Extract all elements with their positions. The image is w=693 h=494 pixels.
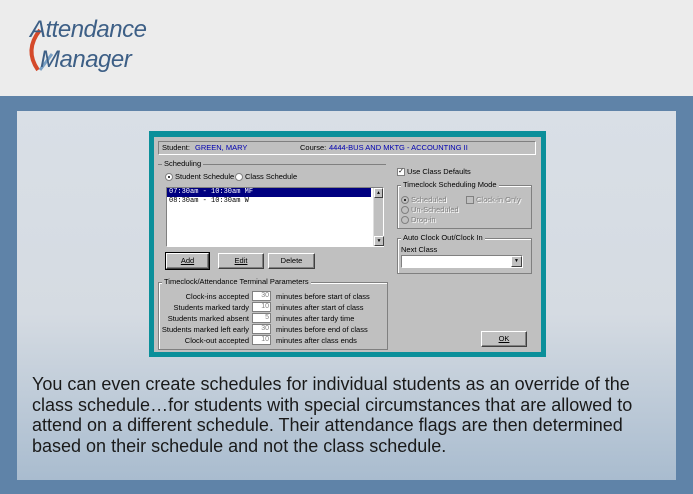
course-label: Course: [300,143,327,152]
param-label: Clock-out accepted [184,336,249,345]
param-label: Students marked tardy [173,303,249,312]
add-button[interactable] [166,253,209,269]
auto-clock-title: Auto Clock Out/Clock In [403,233,483,242]
schedule-listbox[interactable] [166,187,384,247]
use-class-defaults-label: Use Class Defaults [407,167,471,176]
param-suffix: minutes before end of class [276,325,368,334]
ok-button-label: OK [498,334,510,343]
ok-button[interactable] [481,331,527,347]
dropdown-arrow-icon[interactable]: ▼ [511,256,522,267]
use-class-defaults-checkbox[interactable]: ✓ Use Class Defaults [398,167,471,176]
param-row [154,325,374,335]
params-list [154,292,384,352]
param-suffix: minutes after start of class [276,303,364,312]
edit-button[interactable] [218,253,264,269]
param-suffix: minutes after class ends [276,336,357,345]
student-label: Student: [162,143,190,152]
param-input[interactable]: 10 [252,335,271,345]
radio-dropin[interactable] [401,215,436,224]
radio-class-schedule-label: Class Schedule [245,172,298,181]
param-label: Students marked absent [167,314,249,323]
scroll-up-icon[interactable]: ▲ [374,188,383,198]
radio-student-schedule[interactable] [165,172,234,181]
radio-scheduled-label: Scheduled [411,195,447,204]
logo-text-line2: Manager [40,46,132,73]
edit-button-label: Edit [234,256,248,265]
param-input[interactable]: 30 [252,291,271,301]
param-input[interactable]: 10 [252,302,271,312]
clockin-only-checkbox[interactable] [466,195,521,204]
radio-scheduled[interactable] [401,195,446,204]
delete-button-label: Delete [280,256,303,265]
radio-unscheduled[interactable] [401,205,459,214]
schedule-item[interactable]: 08:30am - 10:30am W [169,197,249,205]
param-row [154,303,374,313]
param-row [154,292,374,302]
clockin-only-label: Clock-in Only [476,195,521,204]
course-value: 4444-BUS AND MKTG - ACCOUNTING II [329,143,468,152]
student-value: GREEN, MARY [195,143,248,152]
radio-class-schedule[interactable] [235,172,297,181]
param-suffix: minutes before start of class [276,292,370,301]
student-course-header [158,141,536,155]
listbox-scrollbar[interactable] [373,188,383,246]
param-label: Clock-ins accepted [185,292,249,301]
param-input[interactable]: 5 [252,313,271,323]
schedule-item[interactable]: 07:30am - 10:30am MF [167,188,371,197]
next-class-dropdown[interactable] [401,255,523,268]
next-class-label: Next Class [401,245,438,254]
radio-unscheduled-label: Un-Scheduled [411,205,459,214]
student-schedule-dialog [154,137,541,352]
param-input[interactable]: 30 [252,324,271,334]
param-label: Students marked left early [161,325,249,334]
scheduling-group-title: Scheduling [164,159,202,168]
timeclock-mode-title: Timeclock Scheduling Mode [403,180,497,189]
terminal-params-title: Timeclock/Attendance Terminal Parameters [164,277,309,286]
param-suffix: minutes after tardy time [276,314,355,323]
scroll-down-icon[interactable]: ▼ [374,236,384,246]
param-row [154,336,374,346]
radio-student-schedule-label: Student Schedule [175,172,235,181]
add-button-label: Add [180,256,195,265]
slide-caption: You can even create schedules for individual students as an override of the class schedule…for students with special circumstances that are allowed to attend on a different schedule. Their attendance flags are then determined based on their schedule and not the class schedule. [32,374,633,456]
attendance-manager-logo [18,10,218,80]
radio-dropin-label: Drop-in [411,215,436,224]
delete-button[interactable] [268,253,315,269]
logo-text-line1: Attendance [30,16,147,43]
param-row [154,314,374,324]
